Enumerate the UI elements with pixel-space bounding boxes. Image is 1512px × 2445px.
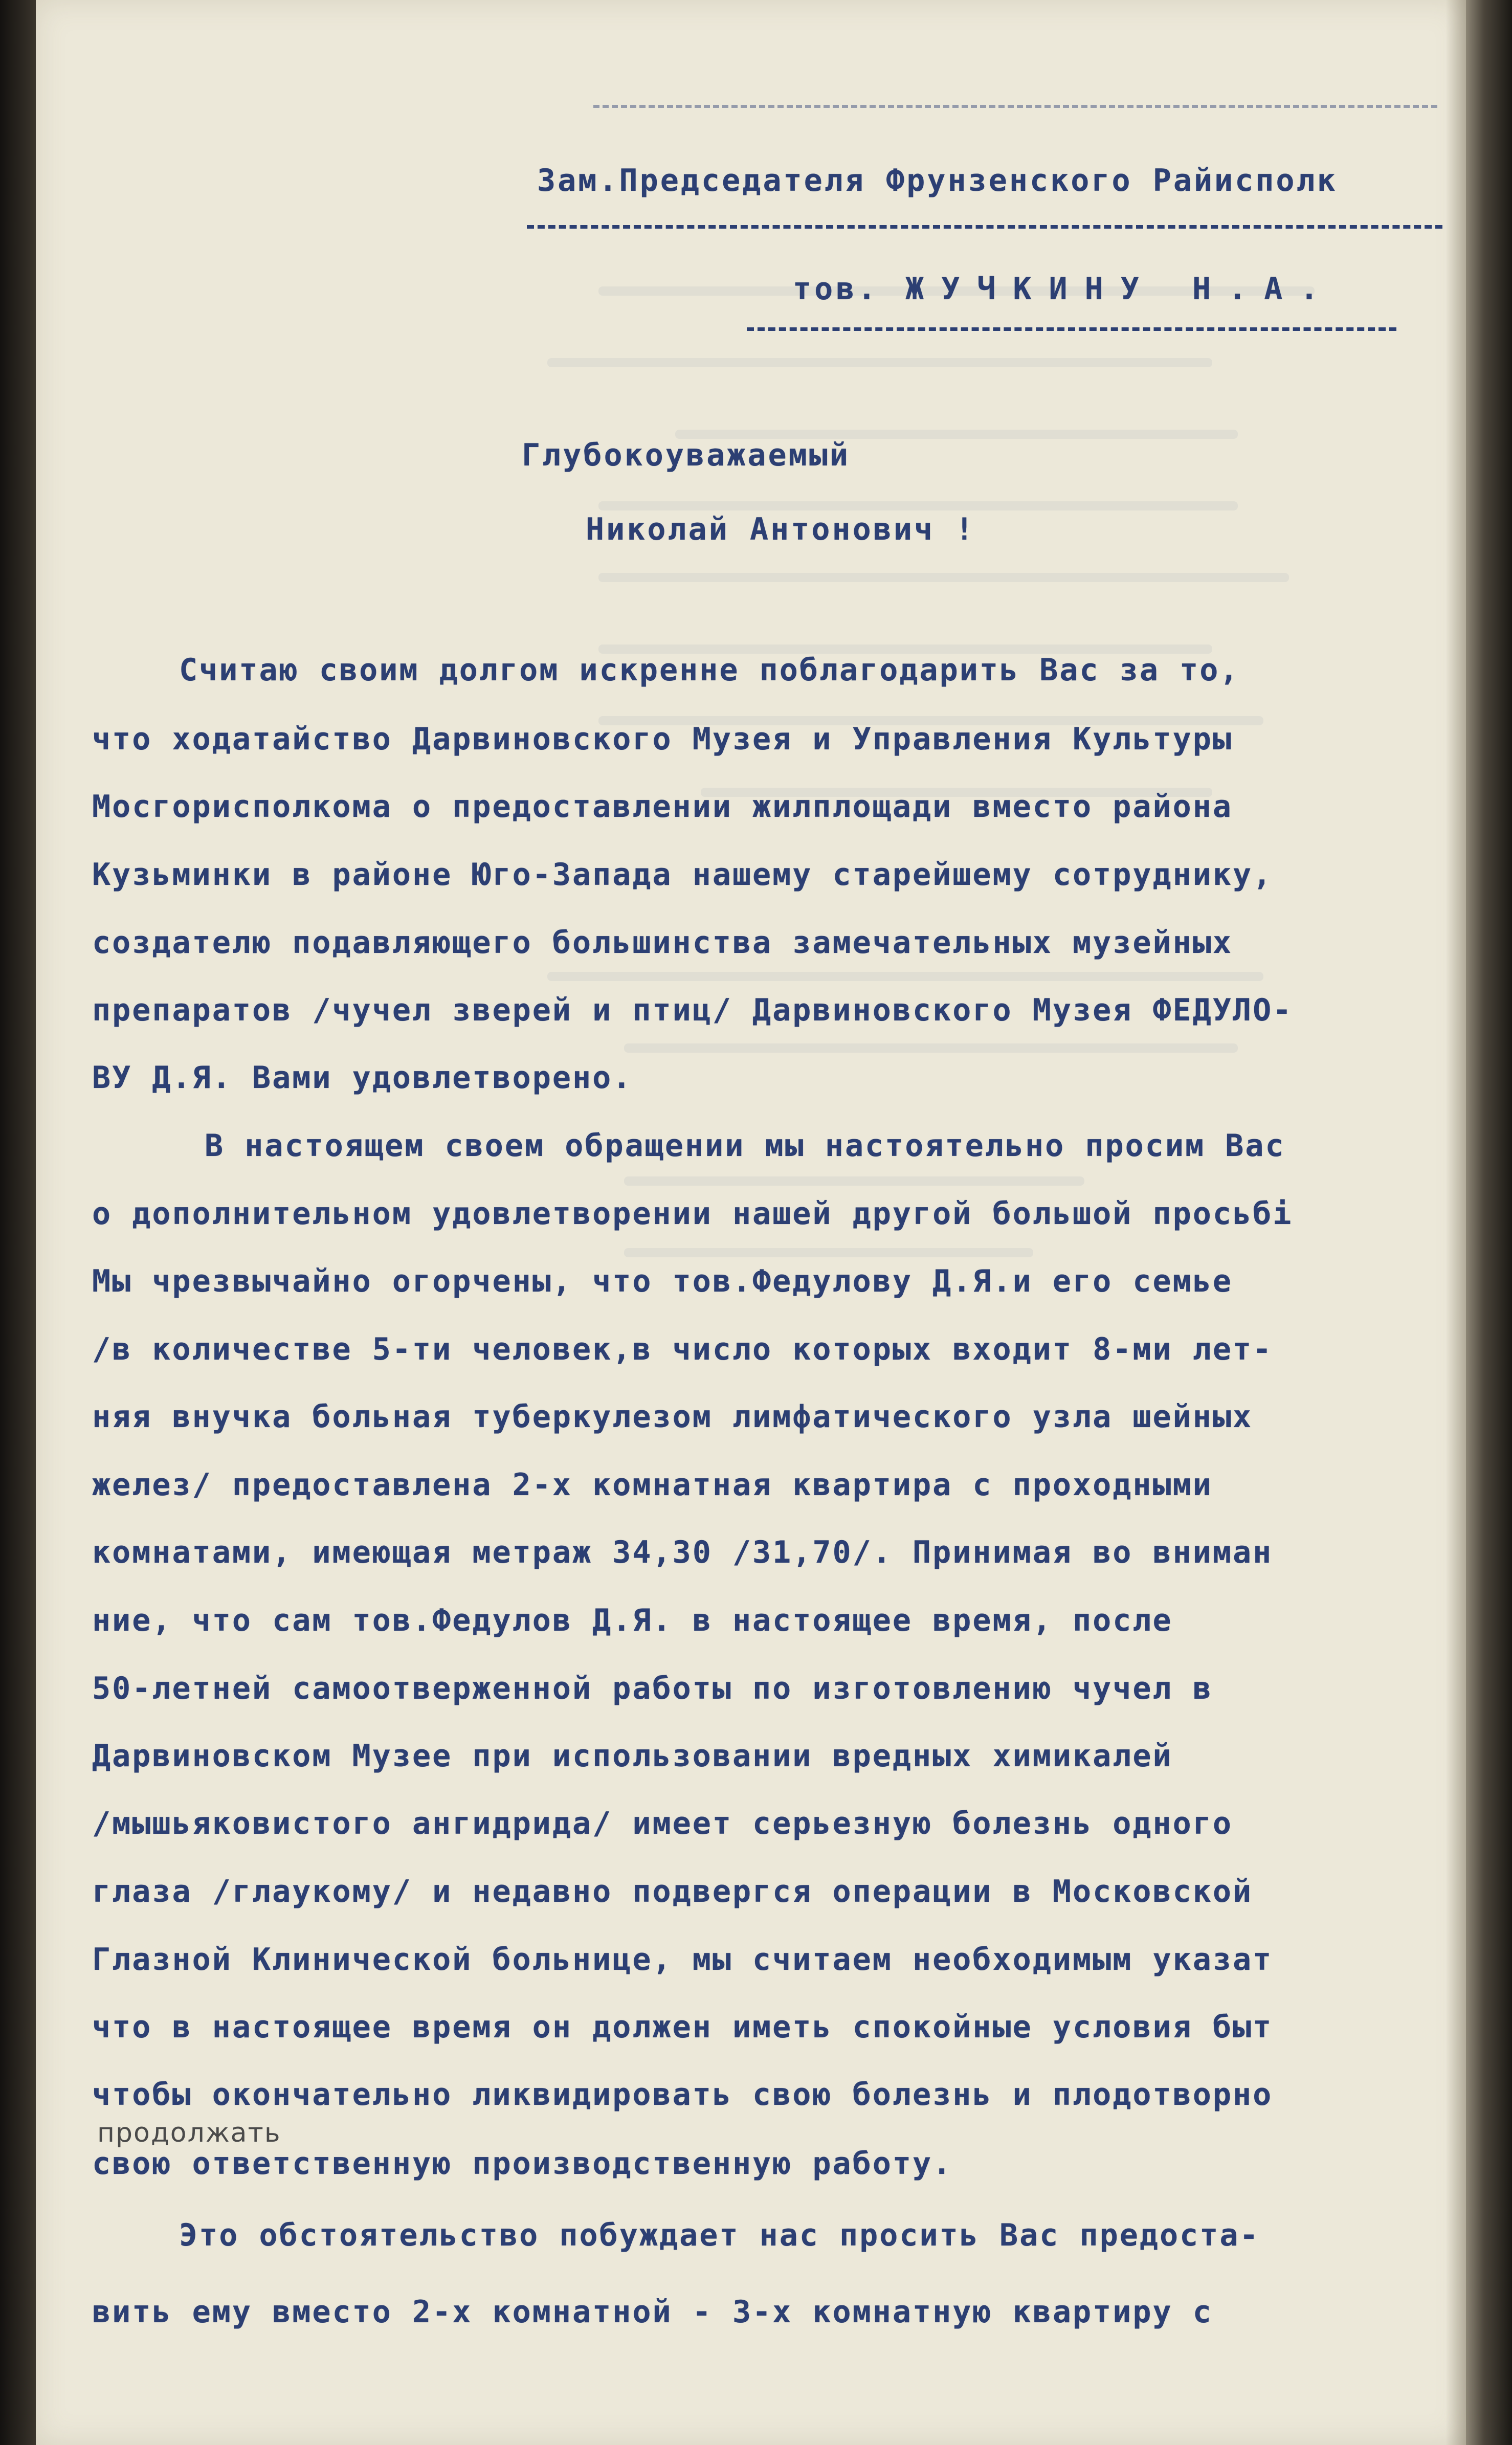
body-line: комнатами, имеющая метраж 34,30 /31,70/. Принимая во вниман: [92, 1535, 1273, 1570]
body-line: желез/ предоставлена 2-х комнатная квартира с проходными: [92, 1467, 1213, 1503]
page-fold-shadow: [1446, 0, 1466, 2445]
scan-right-edge: [1466, 0, 1512, 2445]
body-line: ВУ Д.Я. Вами удовлетворено.: [92, 1060, 633, 1096]
body-line: препаратов /чучел зверей и птиц/ Дарвиновского Музея ФЕДУЛО-: [92, 992, 1293, 1028]
body-line: /в количестве 5-ти человек,в число которых входит 8-ми лет-: [92, 1331, 1273, 1367]
salutation-line2: Николай Антонович !: [586, 512, 976, 547]
addressee-position: Зам.Председателя Фрунзенского Райисполк: [537, 163, 1338, 198]
addressee-name-underline: [747, 327, 1396, 331]
body-line: свою ответственную производственную работу.: [92, 2146, 953, 2182]
scan-left-edge: [0, 0, 36, 2445]
body-line: Дарвиновском Музее при использовании вредных химикалей: [92, 1738, 1173, 1774]
faint-typed-line: [593, 105, 1437, 108]
addressee-position-underline: [527, 225, 1442, 229]
letter-page: [36, 0, 1466, 2445]
body-line: Кузьминки в районе Юго-Запада нашему старейшему сотруднику,: [92, 857, 1273, 893]
body-line: /мышьяковистого ангидрида/ имеет серьезную болезнь одного: [92, 1806, 1233, 1841]
salutation-line1: Глубокоуважаемый: [522, 437, 850, 473]
body-line: что в настоящее время он должен иметь спокойные условия быт: [92, 2009, 1273, 2045]
addressee-prefix: тов.: [793, 271, 879, 307]
body-line: о дополнительном удовлетворении нашей другой большой просьбі: [92, 1196, 1293, 1232]
body-line: чтобы окончательно ликвидировать свою болезнь и плодотворно: [92, 2077, 1273, 2113]
body-line: создателю подавляющего большинства замечательных музейных: [92, 925, 1233, 961]
body-line: няя внучка больная туберкулезом лимфатического узла шейных: [92, 1399, 1253, 1435]
body-line: Мосгорисполкома о предоставлении жилплощади вместо района: [92, 789, 1233, 825]
body-line: вить ему вместо 2-х комнатной - 3-х комнатную квартиру с: [92, 2294, 1213, 2330]
body-line: Мы чрезвычайно огорчены, что тов.Федулову Д.Я.и его семье: [92, 1263, 1233, 1299]
body-line: глаза /глаукому/ и недавно подвергся операции в Московской: [92, 1874, 1253, 1909]
body-line: В настоящем своем обращении мы настоятельно просим Вас: [205, 1128, 1285, 1164]
body-line: Глазной Клинической больнице, мы считаем необходимым указат: [92, 1942, 1273, 1977]
body-line: ние, что сам тов.Федулов Д.Я. в настоящее время, после: [92, 1603, 1173, 1638]
body-line: Это обстоятельство побуждает нас просить Вас предоста-: [179, 2217, 1260, 2253]
handwritten-note: продолжать: [97, 2118, 281, 2148]
addressee-name: ЖУЧКИНУ Н.А.: [905, 271, 1336, 307]
body-line: что ходатайство Дарвиновского Музея и Управления Культуры: [92, 721, 1233, 757]
body-line: Считаю своим долгом искренне поблагодарить Вас за то,: [179, 652, 1240, 688]
body-line: 50-летней самоотверженной работы по изготовлению чучел в: [92, 1671, 1213, 1706]
